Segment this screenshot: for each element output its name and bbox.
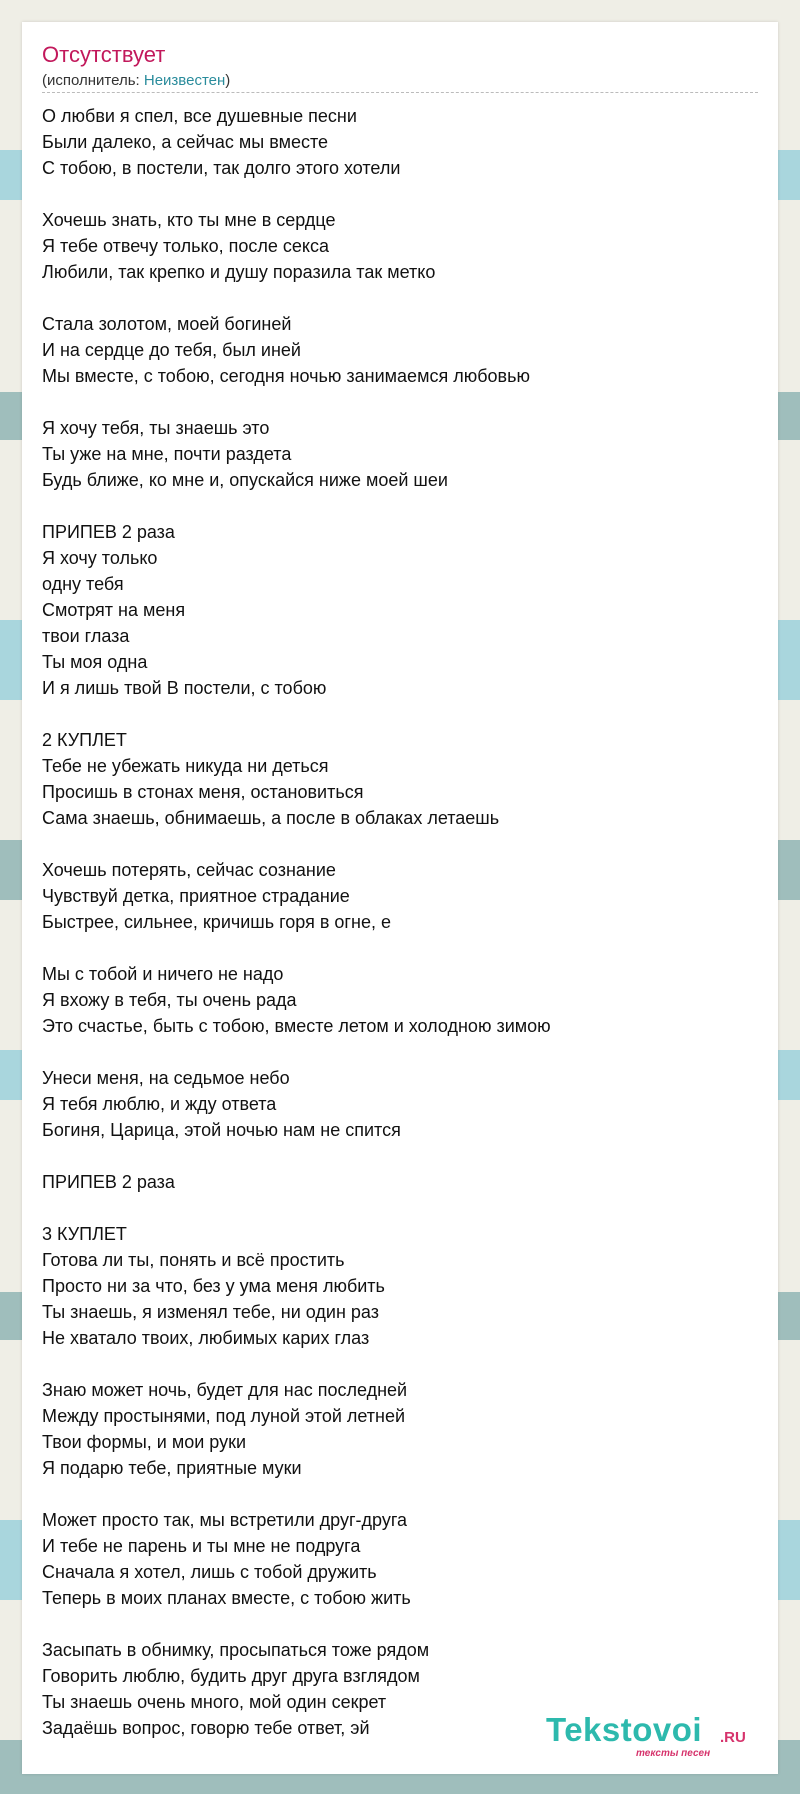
stanza-gap — [42, 1195, 758, 1221]
logo-brand: Tekstovoi — [546, 1711, 703, 1748]
lyric-line: Теперь в моих планах вместе, с тобою жить — [42, 1588, 411, 1608]
lyric-line: Унеси меня, на седьмое небо — [42, 1068, 290, 1088]
lyric-line: одну тебя — [42, 574, 124, 594]
lyric-line: Не хватало твоих, любимых карих глаз — [42, 1328, 370, 1348]
lyric-line: Мы с тобой и ничего не надо — [42, 964, 284, 984]
lyric-line: Будь ближе, ко мне и, опускайся ниже моей шеи — [42, 470, 448, 490]
lyric-line: Я хочу тебя, ты знаешь это — [42, 418, 270, 438]
lyric-line: Задаёшь вопрос, говорю тебе ответ, эй — [42, 1718, 370, 1738]
stanza-gap — [42, 389, 758, 415]
lyric-line: 3 КУПЛЕТ — [42, 1224, 127, 1244]
lyric-line: Просто ни за что, без у ума меня любить — [42, 1276, 385, 1296]
stanza-gap — [42, 1611, 758, 1637]
performer-prefix: (исполнитель: — [42, 72, 144, 89]
lyric-line: И тебе не парень и ты мне не подруга — [42, 1536, 361, 1556]
lyric-line: Это счастье, быть с тобою, вместе летом и холодною зимою — [42, 1016, 551, 1036]
stanza-gap — [42, 1143, 758, 1169]
lyric-line: Сама знаешь, обнимаешь, а после в облаках летаешь — [42, 808, 500, 828]
lyric-line: Ты знаешь очень много, мой один секрет — [42, 1692, 387, 1712]
lyric-line: твои глаза — [42, 626, 130, 646]
lyric-line: Были далеко, а сейчас мы вместе — [42, 132, 329, 152]
lyric-line: Просишь в стонах меня, остановиться — [42, 782, 364, 802]
lyric-line: Стала золотом, моей богиней — [42, 314, 292, 334]
lyric-line: Я тебе отвечу только, после секса — [42, 236, 329, 256]
lyric-line: Говорить люблю, будить друг друга взглядом — [42, 1666, 420, 1686]
lyric-line: Может просто так, мы встретили друг-друга — [42, 1510, 408, 1530]
performer-link[interactable]: Неизвестен — [143, 72, 226, 89]
stanza-gap — [42, 1481, 758, 1507]
lyric-line: Ты уже на мне, почти раздета — [42, 444, 292, 464]
lyric-line: Смотрят на меня — [42, 600, 186, 620]
stanza-gap — [42, 701, 758, 727]
lyric-line: Я подарю тебе, приятные муки — [42, 1458, 302, 1478]
lyric-line: Сначала я хотел, лишь с тобой дружить — [42, 1562, 377, 1582]
lyrics-card — [22, 22, 778, 1774]
lyric-line: Я вхожу в тебя, ты очень рада — [42, 990, 297, 1010]
lyric-line: Я хочу только — [42, 548, 158, 568]
performer-suffix: ) — [225, 72, 231, 89]
stanza-gap — [42, 831, 758, 857]
logo-tagline: тексты песен — [636, 1748, 711, 1759]
lyric-line: Засыпать в обнимку, просыпаться тоже рядом — [42, 1640, 430, 1660]
lyric-line: И я лишь твой В постели, с тобою — [42, 678, 327, 698]
lyric-line: 2 КУПЛЕТ — [42, 730, 127, 750]
lyric-line: О любви я спел, все душевные песни — [42, 106, 357, 126]
stanza-gap — [42, 493, 758, 519]
lyric-line: Быстрее, сильнее, кричишь горя в огне, е — [42, 912, 391, 932]
lyric-line: Ты знаешь, я изменял тебе, ни один раз — [42, 1302, 379, 1322]
stanza-gap — [42, 1351, 758, 1377]
lyric-line: Богиня, Царица, этой ночью нам не спится — [42, 1120, 401, 1140]
performer-line — [42, 72, 230, 89]
lyric-line: Твои формы, и мои руки — [42, 1432, 247, 1452]
lyric-line: С тобою, в постели, так долго этого хотели — [42, 158, 401, 178]
lyric-line: Ты моя одна — [42, 652, 148, 672]
lyric-line: Чувствуй детка, приятное страдание — [42, 886, 350, 906]
lyric-line: Знаю может ночь, будет для нас последней — [42, 1380, 408, 1400]
stanza-gap — [42, 285, 758, 311]
lyric-line: Мы вместе, с тобою, сегодня ночью занимаемся любовью — [42, 366, 530, 386]
song-title: Отсутствует — [42, 42, 166, 67]
lyric-line: ПРИПЕВ 2 раза — [42, 1172, 175, 1192]
lyric-line: ПРИПЕВ 2 раза — [42, 522, 175, 542]
stanza-gap — [42, 1039, 758, 1065]
lyric-line: Хочешь потерять, сейчас сознание — [42, 860, 336, 880]
logo-domain: .RU — [720, 1729, 746, 1746]
header-divider — [42, 92, 758, 93]
lyric-line: Я тебя люблю, и жду ответа — [42, 1094, 277, 1114]
site-logo[interactable] — [546, 1711, 746, 1759]
stanza-gap — [42, 935, 758, 961]
lyric-line: Тебе не убежать никуда ни деться — [42, 756, 329, 776]
lyric-line: Хочешь знать, кто ты мне в сердце — [42, 210, 336, 230]
lyric-line: Между простынями, под луной этой летней — [42, 1406, 406, 1426]
lyric-line: И на сердце до тебя, был иней — [42, 340, 301, 360]
stanza-gap — [42, 181, 758, 207]
lyrics-text — [42, 103, 758, 1741]
lyric-line: Любили, так крепко и душу поразила так метко — [42, 262, 436, 282]
lyric-line: Готова ли ты, понять и всё простить — [42, 1250, 345, 1270]
